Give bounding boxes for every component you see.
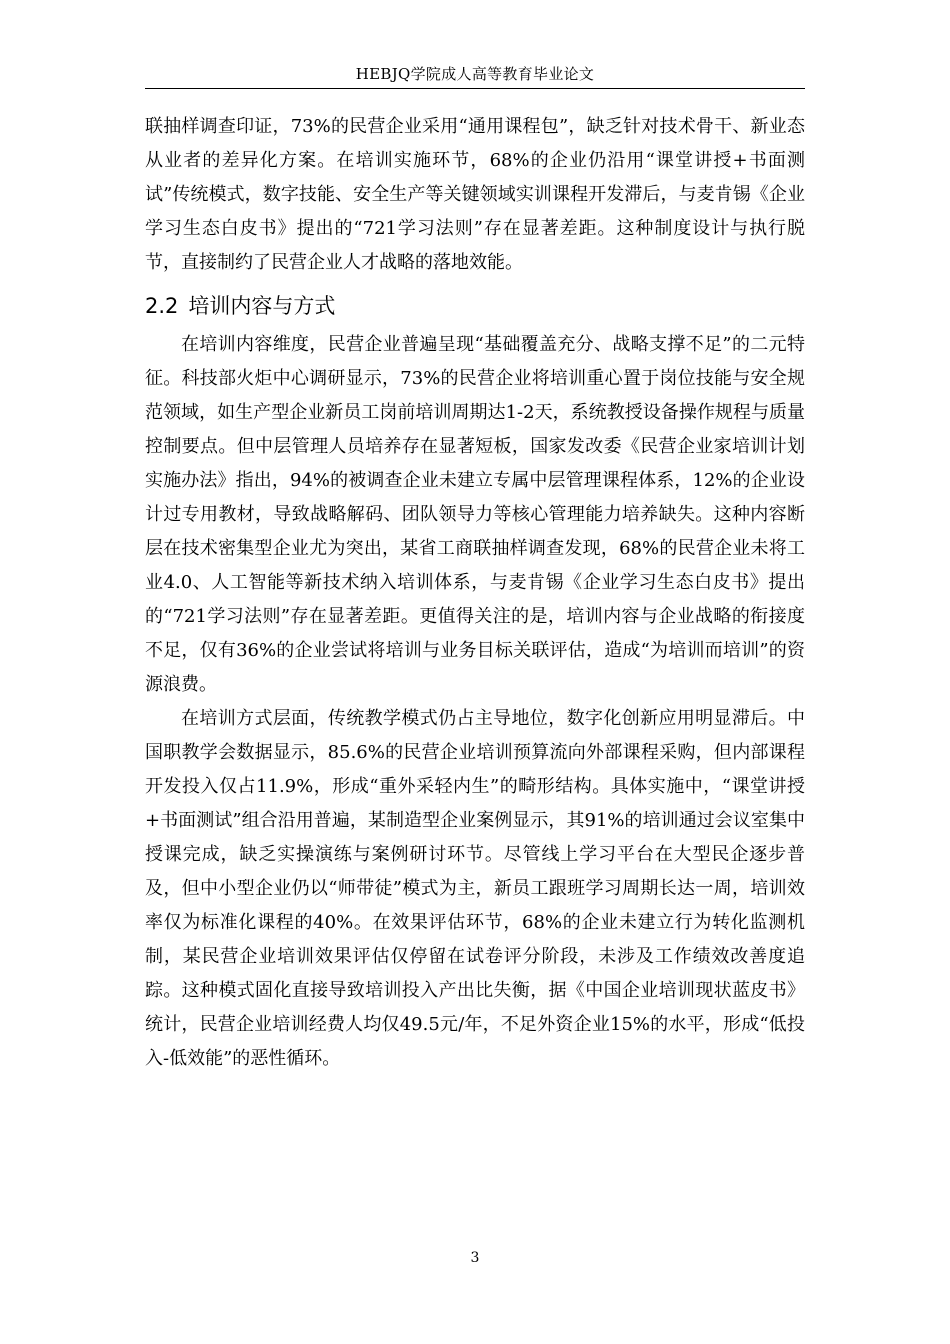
page-number-value: 3	[470, 1250, 480, 1266]
section-number: 2.2	[145, 294, 179, 318]
paragraph-training-content: 在培训内容维度，民营企业普遍呈现“基础覆盖充分、战略支撑不足”的二元特征。科技部火炬中心调研显示，73%的民营企业将培训重心置于岗位技能与安全规范领域，如生产型企业新员工岗前培训周期达1-2天，系统教授设备操作规程与质量控制要点。但中层管理人员培养存在显著短板，国家发改委《民营企业家培训计划实施办法》指出，94%的被调查企业未建立专属中层管理课程体系，12%的企业设计过专用教材，导致战略解码、团队领导力等核心管理能力培养缺失。这种内容断层在技术密集型企业尤为突出，某省工商联抽样调查发现，68%的民营企业未将工业4.0、人工智能等新技术纳入培训体系，与麦肯锡《企业学习生态白皮书》提出的“721学习法则”存在显著差距。更值得关注的是，培训内容与企业战略的衔接度不足，仅有36%的企业尝试将培训与业务目标关联评估，造成“为培训而培训”的资源浪费。	[145, 334, 805, 695]
page-number	[145, 1249, 805, 1267]
paragraph-continued: 联抽样调查印证，73%的民营企业采用“通用课程包”，缺乏针对技术骨干、新业态从业者的差异化方案。在培训实施环节，68%的企业仍沿用“课堂讲授+书面测试”传统模式，数字技能、安全生产等关键领域实训课程开发滞后，与麦肯锡《企业学习生态白皮书》提出的“721学习法则”存在显著差距。这种制度设计与执行脱节，直接制约了民营企业人才战略的落地效能。	[145, 116, 805, 273]
page-header	[145, 64, 805, 84]
section-heading	[145, 290, 805, 322]
header-title: HEBJQ学院成人高等教育毕业论文	[355, 65, 595, 83]
section-title: 培训内容与方式	[188, 294, 336, 318]
header-divider	[145, 88, 805, 89]
paragraph-training-method: 在培训方式层面，传统教学模式仍占主导地位，数字化创新应用明显滞后。中国职教学会数据显示，85.6%的民营企业培训预算流向外部课程采购，但内部课程开发投入仅占11.9%，形成“重外采轻内生”的畸形结构。具体实施中，“课堂讲授+书面测试”组合沿用普遍，某制造型企业案例显示，其91%的培训通过会议室集中授课完成，缺乏实操演练与案例研讨环节。尽管线上学习平台在大型民企逐步普及，但中小型企业仍以“师带徒”模式为主，新员工跟班学习周期长达一周，培训效率仅为标准化课程的40%。在效果评估环节，68%的企业未建立行为转化监测机制，某民营企业培训效果评估仅停留在试卷评分阶段，未涉及工作绩效改善度追踪。这种模式固化直接导致培训投入产出比失衡，据《中国企业培训现状蓝皮书》统计，民营企业培训经费人均仅49.5元/年，不足外资企业15%的水平，形成“低投入-低效能”的恶性循环。	[145, 708, 805, 1069]
page-body	[145, 110, 805, 1076]
